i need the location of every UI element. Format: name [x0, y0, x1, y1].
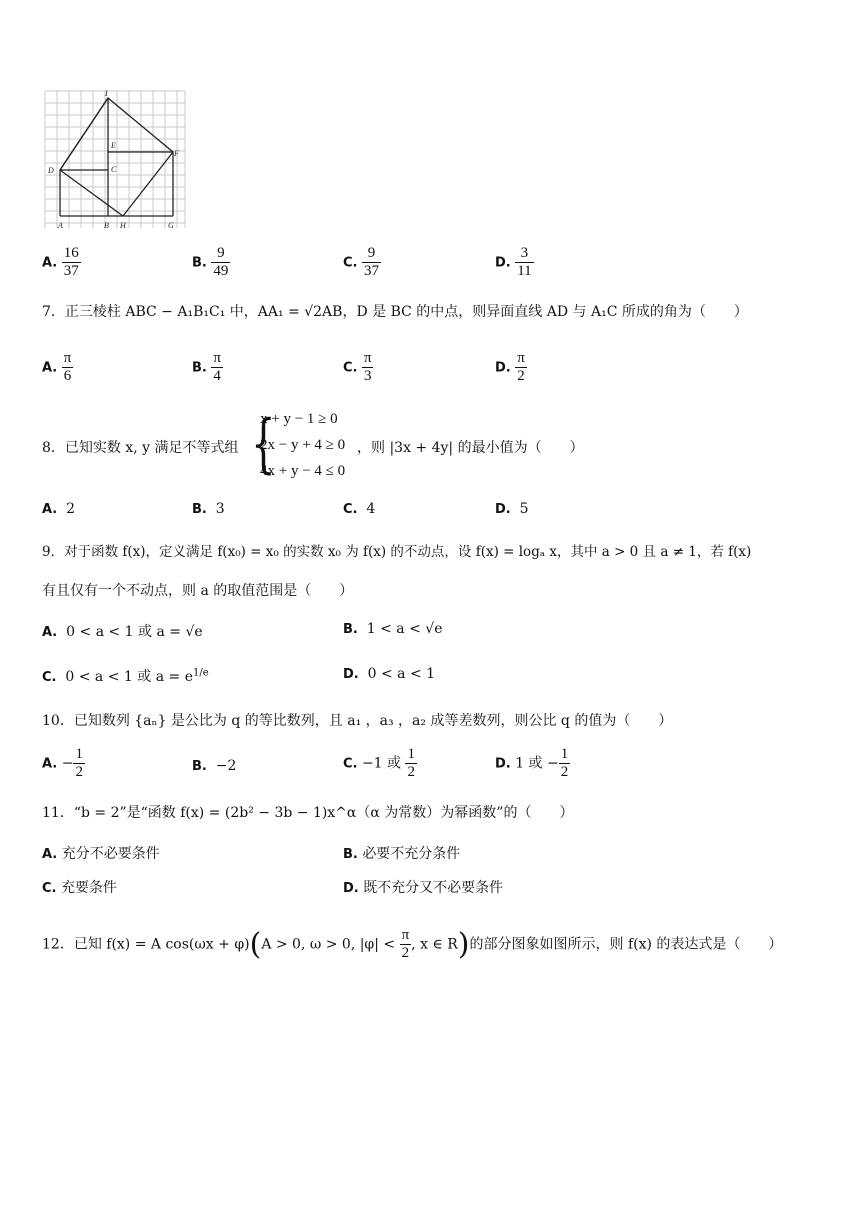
q9-option-a[interactable]: A. 0 < a < 1 或 a = √e [42, 624, 203, 640]
q10-option-b[interactable]: B. −2 [192, 758, 237, 774]
brace-glyph: { [251, 407, 276, 481]
point-B: B [104, 221, 109, 230]
q12-stem: 12．已知 f(x) = A cos(ωx + φ)(A > 0, ω > 0, |φ| < $\frac{\pi}{2}$ , x ∈ R)的部分图象如图所示，则 f(x) 的表达式是（ ） [42, 927, 783, 962]
point-H: H [120, 221, 126, 230]
fraction: $\frac{1}{2}$ [407, 746, 415, 780]
q6-option-a[interactable]: A. $\frac{16}{37}$ [42, 245, 79, 279]
q7-option-c[interactable]: C. $\frac{\pi}{3}$ [343, 350, 372, 384]
q9-stem-line1: 9．对于函数 f(x)，定义满足 f(x₀) = x₀ 的实数 x₀ 为 f(x) 的不动点，设 f(x) = logₐ x，其中 a > 0 且 a ≠ 1，若 f(x) [42, 544, 752, 560]
q10-stem: 10．已知数列 {aₙ} 是公比为 q 的等比数列，且 a₁ ，a₃ ，a₂ 成等差数列，则公比 q 的值为（ ） [42, 713, 673, 729]
q7-option-d[interactable]: D. $\frac{\pi}{2}$ [495, 350, 525, 384]
fraction: $\frac{9}{49}$ [213, 245, 229, 279]
q11-option-d[interactable]: D. 既不充分又不必要条件 [343, 880, 504, 896]
q9-option-b[interactable]: B. 1 < a < √e [343, 621, 443, 637]
q7-stem: 7．正三棱柱 ABC − A₁B₁C₁ 中，AA₁ = √2AB，D 是 BC 的中点，则异面直线 AD 与 A₁C 所成的角为（ ） [42, 304, 748, 320]
fraction: $\frac{1}{2}$ [560, 746, 569, 780]
q8-inequality-system: x + y − 1 ≥ 0 2x − y + 4 ≥ 0 4x + y − 4 ≤ 0 [260, 411, 346, 479]
fraction: $\frac{\pi}{2}$ [401, 927, 410, 961]
q9-stem-line2: 有且仅有一个不动点，则 a 的取值范围是（ ） [42, 583, 354, 599]
fraction: $\frac{\pi}{6}$ [63, 350, 72, 384]
q11-option-b[interactable]: B. 必要不充分条件 [343, 846, 461, 862]
geometry-figure [40, 88, 190, 236]
q11-stem: 11．“b = 2”是“函数 f(x) = (2b² − 3b − 1)x^α（α 为常数）为幂函数”的（ ） [42, 805, 574, 821]
point-D: D [48, 166, 54, 175]
fraction: $\frac{1}{2}$ [75, 746, 83, 780]
q11-option-c[interactable]: C. 充要条件 [42, 880, 117, 896]
q6-option-c[interactable]: C. $\frac{9}{37}$ [343, 245, 379, 279]
q7-option-b[interactable]: B. $\frac{\pi}{4}$ [192, 350, 221, 384]
q10-option-d[interactable]: D. 1 或 − $\frac{1}{2}$ [495, 746, 569, 780]
point-A: A [58, 221, 63, 230]
paren-open-glyph: ( [249, 927, 262, 962]
q9-option-c[interactable]: C. 0 < a < 1 或 $a = e^{1/e}$ [42, 667, 209, 685]
q6-option-b[interactable]: B. $\frac{9}{49}$ [192, 245, 229, 279]
point-G: G [168, 221, 174, 230]
point-I: I [105, 89, 108, 98]
q8-stem-pre: 8．已知实数 x, y 满足不等式组 [42, 440, 239, 456]
q6-option-d[interactable]: D. $\frac{3}{11}$ [495, 245, 532, 279]
fraction: $\frac{\pi}{3}$ [363, 350, 372, 384]
point-C: C [111, 165, 117, 174]
q10-option-a[interactable]: A. − $\frac{1}{2}$ [42, 746, 83, 780]
q8-option-a[interactable]: A. 2 [42, 501, 76, 517]
q8-option-c[interactable]: C. 4 [343, 501, 376, 517]
fraction: $\frac{\pi}{2}$ [517, 350, 525, 384]
q9-option-d[interactable]: D. 0 < a < 1 [343, 666, 436, 682]
point-F: F [174, 149, 179, 158]
q8-option-b[interactable]: B. 3 [192, 501, 225, 517]
paren-close-glyph: ) [457, 927, 470, 962]
q11-option-a[interactable]: A. 充分不必要条件 [42, 846, 160, 862]
fraction: $\frac{3}{11}$ [517, 245, 532, 279]
q8-stem-post: ，则 |3x + 4y| 的最小值为（ ） [357, 440, 584, 456]
q10-option-c[interactable]: C. −1 或 $\frac{1}{2}$ [343, 746, 415, 780]
fraction: $\frac{9}{37}$ [363, 245, 379, 279]
point-E: E [111, 141, 116, 150]
fraction: $\frac{\pi}{4}$ [213, 350, 221, 384]
q7-option-a[interactable]: A. $\frac{\pi}{6}$ [42, 350, 72, 384]
fraction: $\frac{16}{37}$ [63, 245, 79, 279]
q8-option-d[interactable]: D. 5 [495, 501, 529, 517]
